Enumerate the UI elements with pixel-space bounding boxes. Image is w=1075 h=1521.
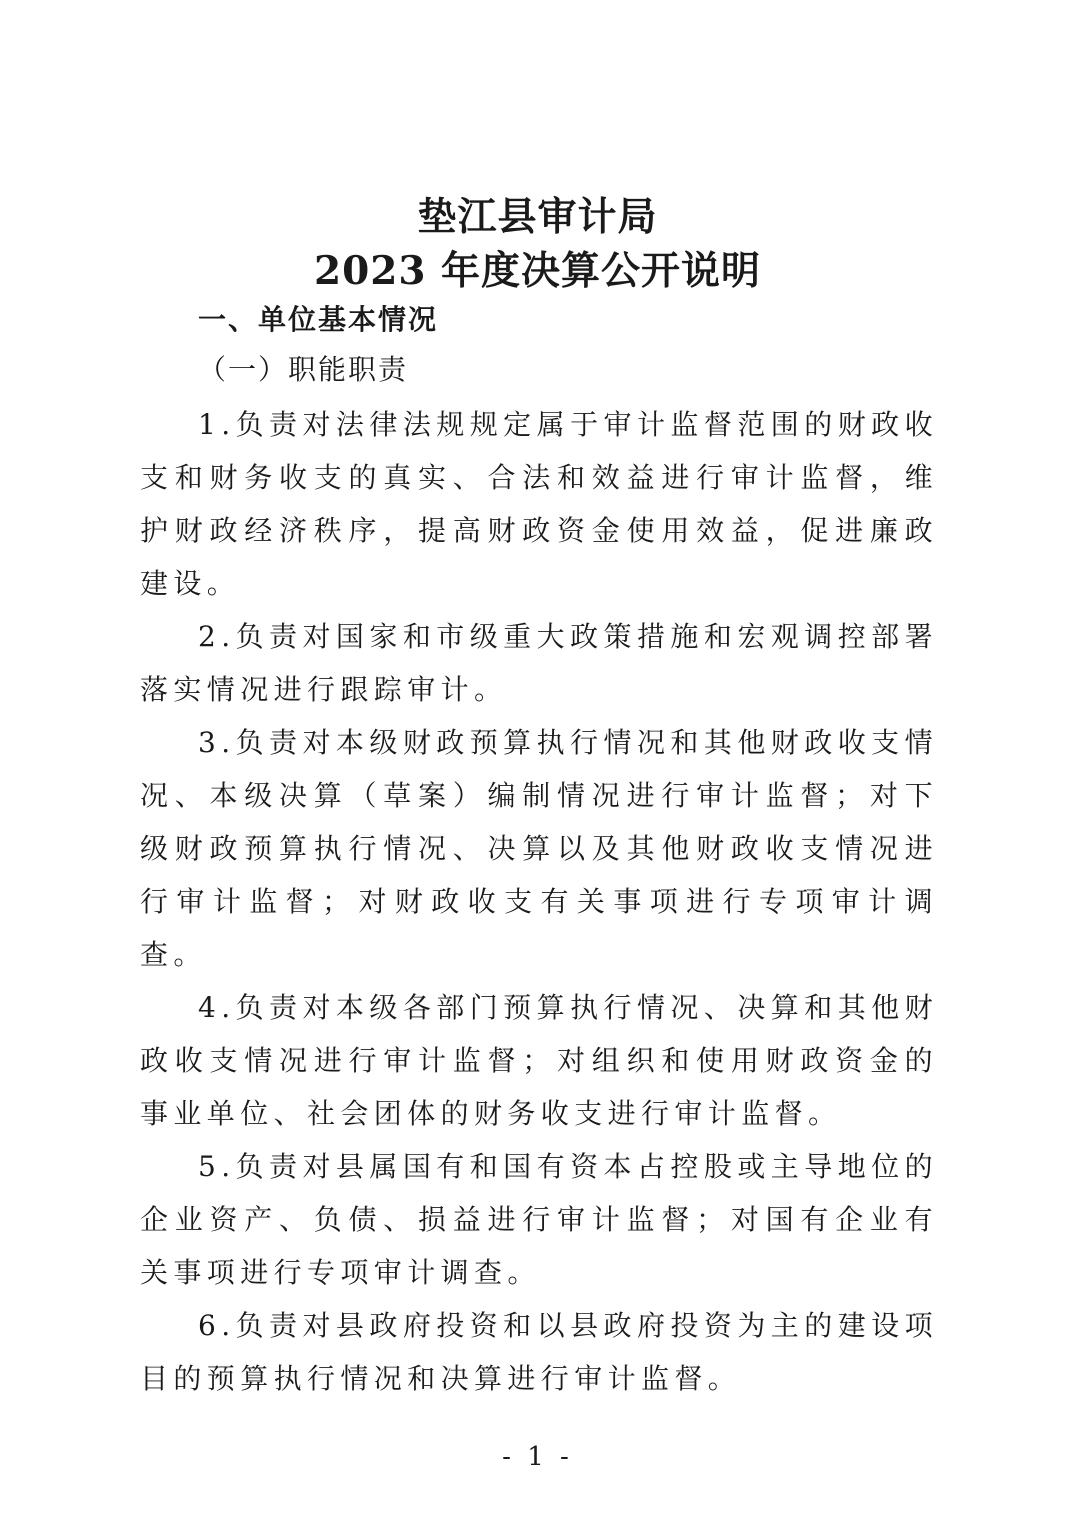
section-heading: 一、单位基本情况 bbox=[198, 303, 439, 336]
duty-item-3: 3.负责对本级财政预算执行情况和其他财政收支情况、本级决算（草案）编制情况进行审计监督；对下级财政预算执行情况、决算以及其他财政收支情况进行审计监督；对财政收支有关事项进行专项审计调查。 bbox=[140, 726, 938, 971]
duty-item-1: 1.负责对法律法规规定属于审计监督范围的财政收支和财务收支的真实、合法和效益进行审计监督，维护财政经济秩序，提高财政资金使用效益，促进廉政建设。 bbox=[140, 408, 938, 600]
duties-list bbox=[140, 398, 938, 1405]
duty-item-4: 4.负责对本级各部门预算执行情况、决算和其他财政收支情况进行审计监督；对组织和使用财政资金的事业单位、社会团体的财务收支进行审计监督。 bbox=[140, 991, 938, 1130]
page-number: - 1 - bbox=[502, 1442, 573, 1472]
document-title: 垫江县审计局 bbox=[417, 194, 658, 240]
subsection-heading: （一）职能职责 bbox=[198, 353, 409, 386]
duty-item-5: 5.负责对县属国有和国有资本占控股或主导地位的企业资产、负债、损益进行审计监督；对国有企业有关事项进行专项审计调查。 bbox=[140, 1150, 938, 1289]
document-subtitle: 2023 年度决算公开说明 bbox=[313, 248, 762, 294]
duty-item-2: 2.负责对国家和市级重大政策措施和宏观调控部署落实情况进行跟踪审计。 bbox=[140, 620, 938, 706]
duty-item-6: 6.负责对县政府投资和以县政府投资为主的建设项目的预算执行情况和决算进行审计监督。 bbox=[140, 1309, 938, 1395]
